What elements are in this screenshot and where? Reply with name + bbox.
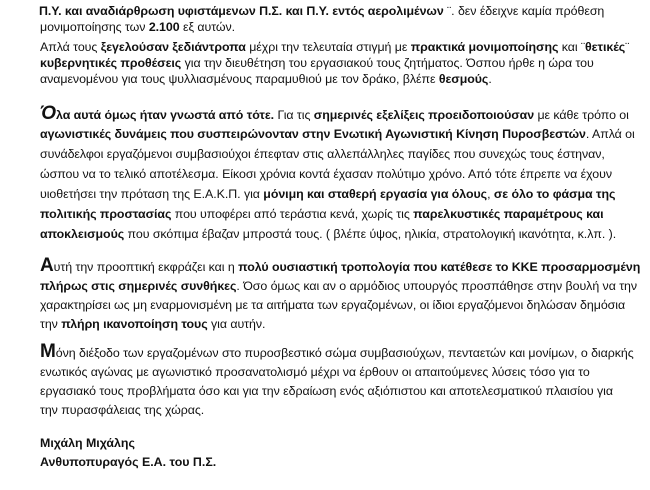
p2-line-1: Όλα αυτά όμως ήταν γνωστά από τότε. Για τις σημερινές εξελίξεις προειδοποιούσαν με κάθε τρόπο οι bbox=[40, 103, 629, 124]
paragraph-4 bbox=[40, 341, 640, 418]
p3-line-4: την πλήρη ικανοποίηση τους για αυτήν. bbox=[40, 317, 266, 331]
paragraph-3 bbox=[40, 255, 641, 332]
p1-line-1: Π.Υ. και αναδιάρθρωση υφιστάμενων Π.Σ. και Π.Υ. εντός αερολιμένων ¨. δεν έδειχνε καμία πρόθεση bbox=[39, 4, 605, 18]
p3-line-1: Αυτή την προοπτική εκφράζει και η πολύ ουσιαστική τροπολογία που κατέθεσε το ΚΚΕ προσαρμοσμένη bbox=[40, 255, 641, 276]
paragraph-1 bbox=[40, 3, 640, 87]
p1-line-2: μονιμοποίησης των 2.100 εξ αυτών. bbox=[40, 20, 236, 34]
p2-line-2: αγωνιστικές δυνάμεις που συσπειρώνονταν στην Ενωτική Αγωνιστική Κίνηση Πυροσβεστών. Απλά οι bbox=[40, 127, 635, 141]
p2-line-3: συνάδελφοι εργαζόμενοι συμβασιούχοι έπεφταν στις αλλεπάλληλες παγίδες που συνεχώς τους έστηναν, bbox=[40, 147, 605, 161]
drop-cap: Ό bbox=[40, 103, 56, 124]
p1-line-5: αναμενομένου για τους ψυλλιασμένους παραμυθιού με τον δράκο, βλέπε θεσμούς. bbox=[40, 72, 492, 86]
p3-line-2: πλήρως στις σημερινές συνθήκες. Όσο όμως και αν ο αρμόδιος υπουργός προσπάθησε στην βουλή να την bbox=[40, 279, 638, 293]
drop-cap: Μ bbox=[40, 341, 56, 362]
p2-line-7: αποκλεισμούς που σκόπιμα έβαζαν μπροστά τους. ( βλέπε ύψος, ηλικία, στρατολογική ικανότητα, κ.λπ. ). bbox=[40, 227, 617, 241]
signature-block bbox=[40, 434, 640, 472]
p2-line-4: ώσπου να το τελικό αποτέλεσμα. Είκοσι χρόνια κοντά έχασαν πολύτιμο χρόνο. Από τότε έπρεπε να έχουν bbox=[40, 167, 612, 181]
signature-name: Μιχάλη Μιχάλης bbox=[40, 436, 135, 450]
p4-line-3: εργασιακό τους προβλήματα όσο και για την εδραίωση ενός αξιόπιστου και αποτελεσματικού πλαισίου για bbox=[40, 384, 613, 398]
signature-title: Ανθυποπυραγός Ε.Α. του Π.Σ. bbox=[40, 455, 217, 469]
p2-line-5: υιοθετήσει την πρόταση της Ε.Α.Κ.Π. για μόνιμη και σταθερή εργασία για όλους, σε όλο το φάσμα της bbox=[40, 187, 616, 201]
p1-line-4: κυβερνητικές προθέσεις για την διευθέτηση του εργασιακού τους ζητήματος. Όσπου ήρθε η ώρα του bbox=[40, 56, 594, 70]
paragraph-2 bbox=[40, 103, 640, 242]
p3-line-3: χαρακτηρίσει ως μη εναρμονισμένη με τα αιτήματα των εργαζομένων, οι ίδιοι εργαζόμενοι δηλώσαν δημόσια bbox=[40, 298, 626, 312]
drop-cap: Α bbox=[40, 255, 54, 276]
p4-line-2: ενωτικός αγώνας με αγωνιστικό προσανατολισμό μέχρι να έρθουν οι απαιτούμενες λύσεις τόσο για το bbox=[40, 365, 590, 379]
p4-line-4: την πυρασφάλειας της χώρας. bbox=[40, 403, 205, 417]
p2-line-6: πολιτικής προστασίας που υποφέρει από τεράστια κενά, χωρίς τις παρελκυστικές παραμέτρους και bbox=[40, 207, 604, 221]
p4-line-1: Μόνη διέξοδο των εργαζομένων στο πυροσβεστικό σώμα συμβασιούχων, πενταετών και μονίμων, ο διαρκής bbox=[40, 341, 634, 362]
p1-line-3: Απλά τους ξεγελούσαν ξεδιάντροπα μέχρι την τελευταία στιγμή με πρακτικά μονιμοποίησης και ¨θετικές¨ bbox=[40, 40, 630, 54]
